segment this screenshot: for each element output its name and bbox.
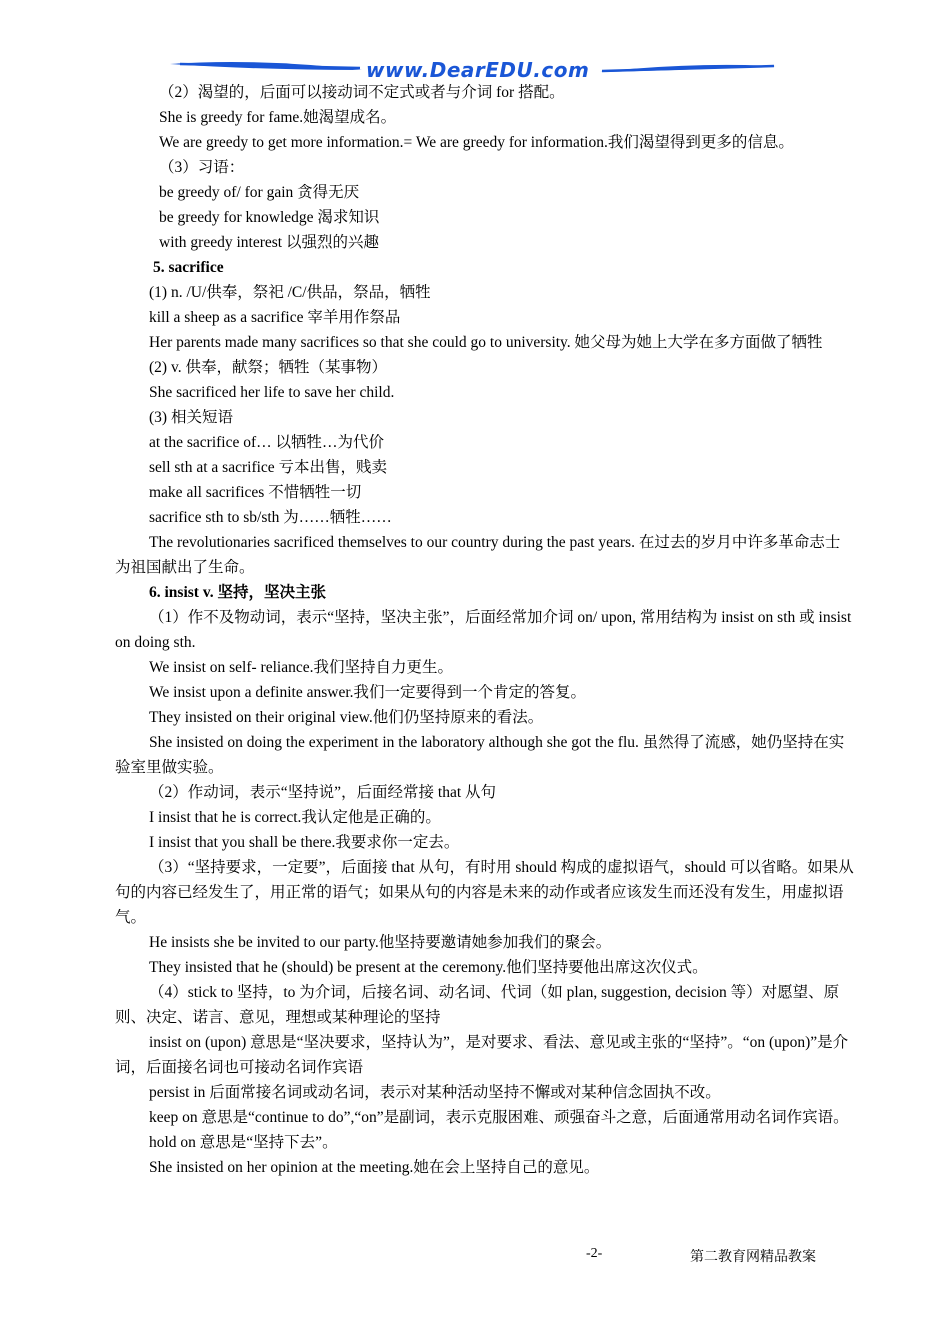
text-line: （3）“坚持要求，一定要”，后面接 that 从句，有时用 should 构成的虚拟语气，should 可以省略。如果从句的内容已经发生了，用正常的语气；如果从句的内容是未来的动作或者应该发生而还没有发生，用虚拟语气。 <box>115 859 854 926</box>
text-line: be greedy of/ for gain 贪得无厌 <box>159 184 360 201</box>
text-line: They insisted on their original view.他们仍坚持原来的看法。 <box>149 709 544 726</box>
page-header <box>0 0 950 90</box>
text-line: We insist upon a definite answer.我们一定要得到一个肯定的答复。 <box>149 684 587 701</box>
text-line: kill a sheep as a sacrifice 宰羊用作祭品 <box>149 309 401 326</box>
site-logo-text[interactable]: www.DearEDU.com <box>366 58 590 82</box>
document-body <box>115 80 855 1180</box>
text-line: hold on 意思是“坚持下去”。 <box>149 1134 338 1151</box>
text-line: She insisted on her opinion at the meeting.她在会上坚持自己的意见。 <box>149 1159 600 1176</box>
text-line: insist on (upon) 意思是“坚决要求，坚持认为”，是对要求、看法、意见或主张的“坚持”。“on (upon)”是介词，后面接名词也可接动名词作宾语 <box>115 1034 849 1076</box>
text-line: （2）作动词，表示“坚持说”，后面经常接 that 从句 <box>149 784 497 801</box>
text-line: （4）stick to 坚持，to 为介词，后接名词、动名词、代词（如 plan, suggestion, decision 等）对愿望、原则、决定、诺言、意见，理想或某种理论的坚持 <box>115 984 840 1026</box>
text-line: Her parents made many sacrifices so that she could go to university. 她父母为她上大学在多方面做了牺牲 <box>149 334 823 351</box>
text-line: 6. insist v. 坚持，坚决主张 <box>149 584 326 601</box>
text-line: at the sacrifice of… 以牺牲…为代价 <box>149 434 385 451</box>
text-line: She is greedy for fame.她渴望成名。 <box>159 109 397 126</box>
text-line: keep on 意思是“continue to do”,“on”是副词，表示克服困难、顽强奋斗之意，后面通常用动名词作宾语。 <box>149 1109 849 1126</box>
text-line: be greedy for knowledge 渴求知识 <box>159 209 380 226</box>
text-line: I insist that he is correct.我认定他是正确的。 <box>149 809 441 826</box>
text-line: We are greedy to get more information.= We are greedy for information.我们渴望得到更多的信息。 <box>159 134 794 151</box>
text-line: （3）习语： <box>159 159 245 176</box>
text-line: They insisted that he (should) be present at the ceremony.他们坚持要他出席这次仪式。 <box>149 959 708 976</box>
text-line: The revolutionaries sacrificed themselves to our country during the past years. 在过去的岁月中许多革命志士为祖国献出了生命。 <box>115 534 841 576</box>
text-line: We insist on self- reliance.我们坚持自力更生。 <box>149 659 453 676</box>
text-line: with greedy interest 以强烈的兴趣 <box>159 234 379 251</box>
text-line: He insists she be invited to our party.他坚持要邀请她参加我们的聚会。 <box>149 934 612 951</box>
text-line: （1）作不及物动词，表示“坚持，坚决主张”，后面经常加介词 on/ upon, 常用结构为 insist on sth 或 insist on doing sth. <box>115 609 852 651</box>
text-line: sell sth at a sacrifice 亏本出售，贱卖 <box>149 459 388 476</box>
footer-site-name: 第二教育网精品教案 <box>690 1250 816 1265</box>
text-line: sacrifice sth to sb/sth 为……牺牲…… <box>149 509 392 526</box>
page-number: -2- <box>586 1246 603 1261</box>
text-line: persist in 后面常接名词或动名词，表示对某种活动坚持不懈或对某种信念固执不改。 <box>149 1084 721 1101</box>
text-line: (1) n. /U/供奉，祭祀 /C/供品，祭品，牺牲 <box>149 284 431 301</box>
text-line: I insist that you shall be there.我要求你一定去。 <box>149 834 460 851</box>
text-line: （2）渴望的，后面可以接动词不定式或者与介词 for 搭配。 <box>159 84 565 101</box>
text-line: (3) 相关短语 <box>149 409 233 426</box>
text-line: She sacrificed her life to save her child. <box>149 384 395 401</box>
text-line: (2) v. 供奉，献祭；牺牲（某事物） <box>149 359 387 376</box>
text-line: make all sacrifices 不惜牺牲一切 <box>149 484 362 501</box>
text-line: She insisted on doing the experiment in the laboratory although she got the flu. 虽然得了流感，她仍坚持在实验室里做实验。 <box>115 734 845 776</box>
text-line: 5. sacrifice <box>153 259 224 276</box>
